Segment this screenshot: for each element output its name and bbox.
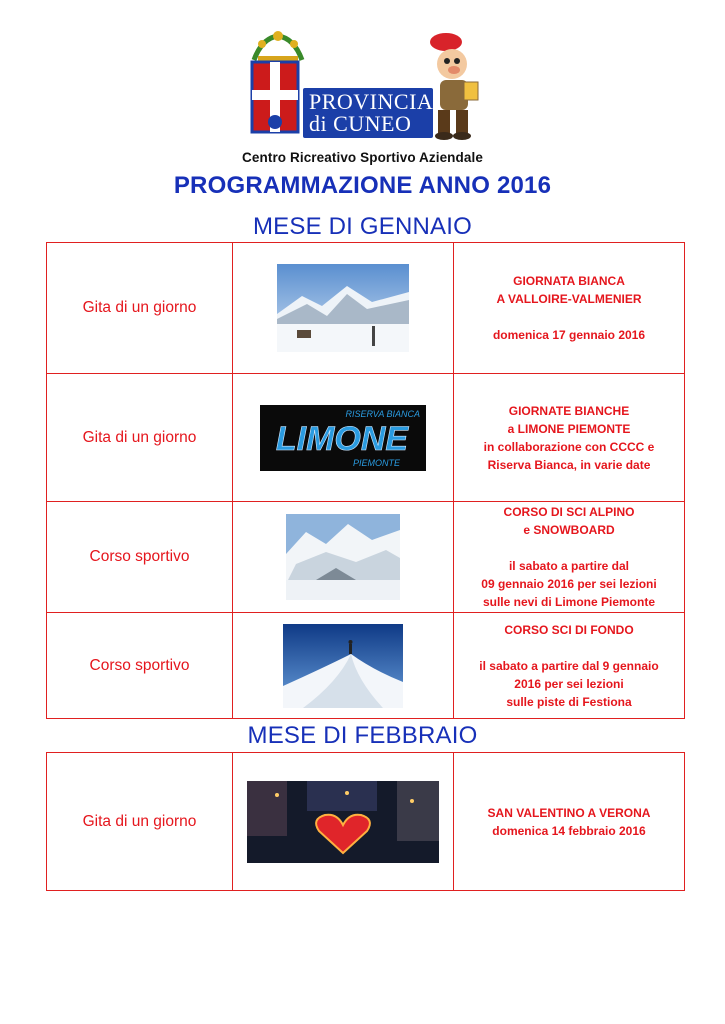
table-row (47, 374, 685, 502)
event-title: GIORNATA BIANCA (513, 274, 625, 288)
table-row (47, 243, 685, 374)
event-note: Riserva Bianca, in varie date (487, 457, 651, 472)
ski-resort-photo (277, 264, 409, 352)
event-date: domenica 17 gennaio 2016 (492, 328, 646, 342)
event-date: domenica 14 febbraio 2016 (492, 823, 646, 838)
limone-logo-top: RISERVA BIANCA (345, 408, 420, 419)
event-image-cell (233, 243, 454, 374)
event-category: Corso sportivo (47, 613, 233, 719)
event-image-cell (233, 753, 454, 891)
organization-name: Centro Ricreativo Sportivo Aziendale (242, 150, 483, 165)
logo-banner (303, 88, 433, 138)
event-category: Corso sportivo (47, 502, 233, 613)
event-title: SAN VALENTINO A VERONA (487, 805, 651, 820)
limone-logo-image (260, 405, 426, 471)
event-details (454, 753, 685, 891)
limone-logo-bottom: PIEMONTE (352, 457, 400, 468)
event-details (454, 613, 685, 719)
verona-heart-photo (247, 781, 439, 863)
january-events-table (46, 242, 685, 719)
event-title: CORSO SCI DI FONDO (504, 622, 634, 637)
spacer (454, 308, 684, 326)
laurel-crown-icon (248, 30, 308, 64)
event-note: sulle nevi di Limone Piemonte (482, 595, 656, 609)
february-events-table (46, 752, 685, 891)
event-note: 09 gennaio 2016 per sei lezioni (481, 577, 657, 591)
event-image-cell (233, 502, 454, 613)
table-row (47, 613, 685, 719)
snow-mountain-photo (286, 514, 400, 600)
page-title: PROGRAMMAZIONE ANNO 2016 (173, 172, 552, 199)
event-subtitle: A VALLOIRE-VALMENIER (496, 292, 642, 306)
event-note: il sabato a partire dal 9 gennaio (479, 658, 659, 673)
limone-logo-main: LIMONE (275, 419, 409, 458)
event-image-cell (233, 613, 454, 719)
event-category: Gita di un giorno (47, 243, 233, 374)
event-subtitle: a LIMONE PIEMONTE (507, 421, 631, 436)
logo-text-line2: di CUNEO (309, 111, 412, 136)
cross-country-ski-photo (283, 624, 403, 708)
event-note: il sabato a partire dal (508, 559, 630, 573)
spacer (454, 639, 684, 657)
mascot-cartoon-icon (418, 30, 488, 142)
coat-of-arms-icon (250, 60, 300, 138)
event-category: Gita di un giorno (47, 374, 233, 502)
month-heading-january: MESE DI GENNAIO (252, 213, 473, 240)
event-details (454, 374, 685, 502)
table-row (47, 502, 685, 613)
event-note: 2016 per sei lezioni (514, 676, 624, 691)
event-title: CORSO DI SCI ALPINO (503, 505, 635, 519)
table-row (47, 753, 685, 891)
logo-text-line1: PROVINCIA (309, 89, 434, 114)
event-note: in collaborazione con CCCC e (483, 439, 655, 454)
provincia-cuneo-logo (248, 30, 488, 142)
event-title: GIORNATE BIANCHE (508, 403, 630, 418)
month-heading-february: MESE DI FEBBRAIO (247, 722, 478, 749)
event-details (454, 502, 685, 613)
spacer (454, 539, 684, 557)
event-details (454, 243, 685, 374)
event-category: Gita di un giorno (47, 753, 233, 891)
event-subtitle: e SNOWBOARD (523, 523, 615, 537)
event-image-cell (233, 374, 454, 502)
event-note: sulle piste di Festiona (506, 694, 632, 709)
